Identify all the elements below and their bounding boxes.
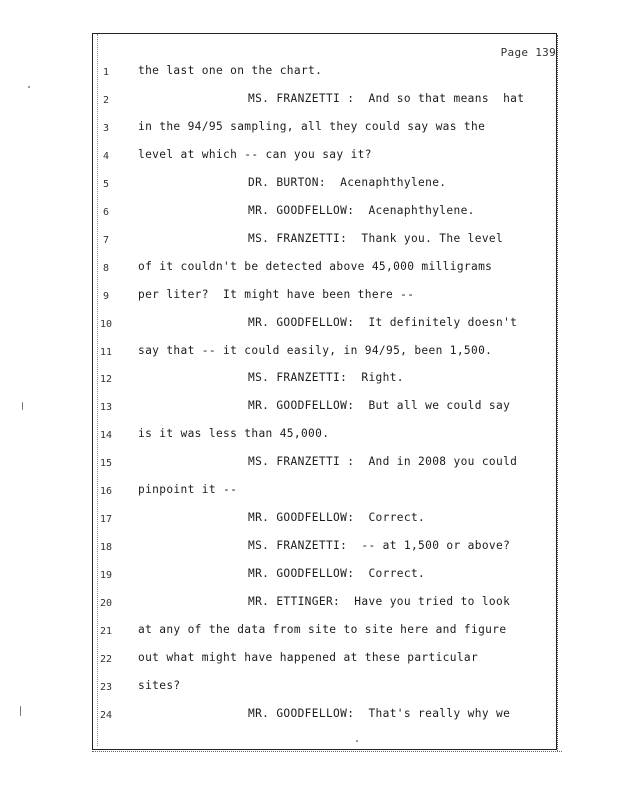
- transcript-line: [92, 595, 552, 615]
- transcript-line: [92, 399, 552, 419]
- line-number: 16: [99, 486, 113, 498]
- line-number: 7: [102, 234, 110, 246]
- line-number: 1: [102, 67, 110, 78]
- line-text: per liter? It might have been there --: [138, 287, 415, 301]
- scan-speck: [28, 86, 30, 88]
- transcript-line: [92, 120, 552, 140]
- line-text: MR. GOODFELLOW: But all we could say: [248, 399, 511, 413]
- transcript-line: [92, 64, 552, 84]
- line-number: 8: [102, 262, 110, 274]
- line-text: at any of the data from site to site here and figure: [138, 623, 507, 636]
- line-text: the last one on the chart.: [138, 64, 323, 77]
- page-number: Page 139: [500, 46, 556, 59]
- scan-speck: [20, 706, 21, 716]
- line-text: MR. GOODFELLOW: Acenaphthylene.: [248, 203, 475, 217]
- transcript-line: [92, 288, 552, 308]
- line-text: MS. FRANZETTI : And in 2008 you could: [248, 455, 518, 469]
- transcript-line: [92, 623, 552, 643]
- transcript-line: [92, 92, 552, 112]
- line-text: MR. GOODFELLOW: Correct.: [248, 511, 426, 525]
- page-edge-shadow: [557, 35, 561, 751]
- line-text: DR. BURTON: Acenaphthylene.: [248, 175, 447, 189]
- line-number: 14: [99, 430, 113, 442]
- transcript-line: [92, 148, 552, 168]
- line-number: 13: [99, 402, 113, 414]
- line-text: in the 94/95 sampling, all they could say was the: [138, 119, 486, 133]
- line-text: MR. ETTINGER: Have you tried to look: [248, 595, 511, 609]
- line-text: out what might have happened at these particular: [138, 650, 479, 664]
- line-text: MR. GOODFELLOW: It definitely doesn't: [248, 315, 518, 329]
- transcript-line: [92, 483, 552, 503]
- transcript-line: [92, 679, 552, 699]
- line-text: of it couldn't be detected above 45,000 milligrams: [138, 259, 493, 273]
- line-number: 6: [102, 206, 110, 218]
- line-number: 5: [102, 178, 110, 190]
- scan-speck: [356, 740, 358, 742]
- transcript-line: [92, 176, 552, 196]
- line-text: MR. GOODFELLOW: That's really why we: [248, 706, 511, 720]
- line-text: level at which -- can you say it?: [138, 147, 372, 161]
- line-number: 10: [99, 318, 113, 330]
- page-bottom-shadow: [92, 751, 562, 755]
- line-number: 4: [102, 150, 110, 162]
- transcript-line: [92, 567, 552, 587]
- line-text: is it was less than 45,000.: [138, 427, 330, 441]
- line-number: 22: [99, 653, 113, 665]
- scan-speck: [22, 402, 23, 410]
- line-number: 2: [102, 94, 110, 106]
- transcript-line: [92, 511, 552, 531]
- line-text: sites?: [138, 678, 181, 692]
- transcript-line: [92, 707, 552, 727]
- line-number: 12: [99, 374, 113, 386]
- transcript-line: [92, 539, 552, 559]
- line-number: 11: [99, 346, 113, 358]
- line-text: MS. FRANZETTI: -- at 1,500 or above?: [248, 539, 511, 553]
- transcript-line: [92, 204, 552, 224]
- line-number: 3: [102, 122, 110, 134]
- line-number: 19: [99, 570, 113, 582]
- line-text: MS. FRANZETTI: Right.: [248, 371, 404, 385]
- transcript-line: [92, 232, 552, 252]
- line-number: 23: [99, 681, 113, 693]
- transcript-line: [92, 427, 552, 447]
- line-number: 9: [102, 290, 110, 302]
- line-number: 18: [99, 542, 113, 554]
- line-number: 17: [99, 514, 113, 526]
- transcript-line: [92, 455, 552, 475]
- line-number: 21: [99, 626, 113, 637]
- line-text: MS. FRANZETTI: Thank you. The level: [248, 231, 504, 245]
- line-number: 15: [99, 458, 113, 470]
- line-text: MR. GOODFELLOW: Correct.: [248, 567, 426, 581]
- line-text: say that -- it could easily, in 94/95, been 1,500.: [138, 343, 493, 357]
- transcript-line: [92, 651, 552, 671]
- transcript-line: [92, 316, 552, 336]
- line-number: 24: [99, 709, 113, 721]
- line-text: MS. FRANZETTI : And so that means hat: [248, 91, 525, 105]
- line-text: pinpoint it --: [138, 483, 238, 497]
- transcript-line: [92, 371, 552, 391]
- transcript-line: [92, 344, 552, 364]
- line-number: 20: [99, 598, 113, 610]
- transcript-line: [92, 260, 552, 280]
